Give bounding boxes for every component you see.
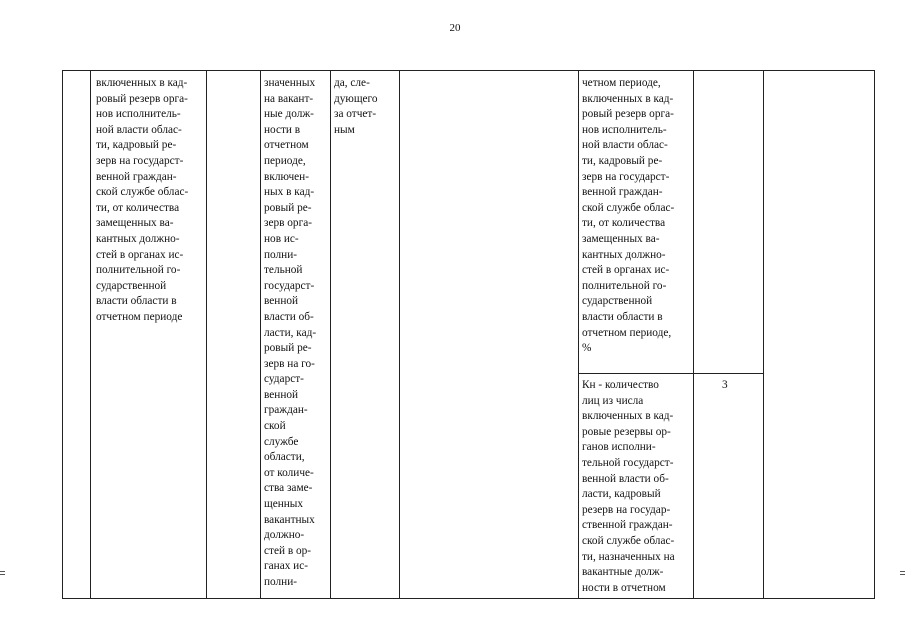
- scan-edge-mark: [0, 571, 5, 572]
- column-border: [399, 70, 400, 599]
- column-border: [763, 70, 764, 599]
- column-border: [578, 70, 579, 599]
- scan-edge-mark: [0, 574, 5, 575]
- row-divider: [578, 373, 763, 374]
- column-border: [62, 70, 63, 599]
- cell-column-5: да, сле- дующего за отчет- ным: [334, 77, 378, 136]
- column-border: [206, 70, 207, 599]
- cell-column-4: значенных на вакант- ные долж- ности в отчетном периоде, включен- ных в кад- ровый ре- зерв орга- нов ис- полни- тельной государст- венной власти об- ласти, кад- ровый ре- зерв на го- сударст- венной граждан- ской службе области, от количе- ства замe- щенных вакантных должно- стей в ор- ганах ис- полни-: [264, 77, 317, 588]
- scan-edge-mark: [900, 571, 905, 572]
- scan-edge-mark: [900, 574, 905, 575]
- page-number: 20: [449, 22, 461, 34]
- table-top-border: [62, 70, 874, 71]
- cell-column-7-top: четном периоде, включенных в кад- ровый резерв орга- нов исполнитель- ной власти облас- ти, кадровый ре- зерв на государст- венной граждан- ской службе облас- ти, от количества замещенных ва- кантных должно- стей в органах ис- полнительной го- сударственной власти области в отчетном периоде, %: [582, 77, 675, 355]
- table-right-border: [874, 70, 875, 599]
- cell-column-8-value: 3: [722, 379, 728, 391]
- column-border: [90, 70, 91, 599]
- column-border: [260, 70, 261, 599]
- cell-column-7-bottom: Кн - количество лиц из числа включенных в кад- ровые резервы ор- ганов исполни- тельной государст- венной власти об- ласти, кадровый резерв на государ- ственной граждан- ской службе облас- ти, назначенных на вакантные долж- ности в отчетном: [582, 379, 675, 594]
- table-bottom-border: [62, 598, 874, 599]
- column-border: [330, 70, 331, 599]
- column-border: [693, 70, 694, 599]
- cell-column-2: включенных в кад- ровый резерв орга- нов исполнитель- ной власти облас- ти, кадровый ре- зерв на государст- венной граждан- ской службе облас- ти, от количества замещенных ва- кантных должно- стей в органах ис- полнительной го- сударственной власти области в отчетном периоде: [96, 77, 189, 323]
